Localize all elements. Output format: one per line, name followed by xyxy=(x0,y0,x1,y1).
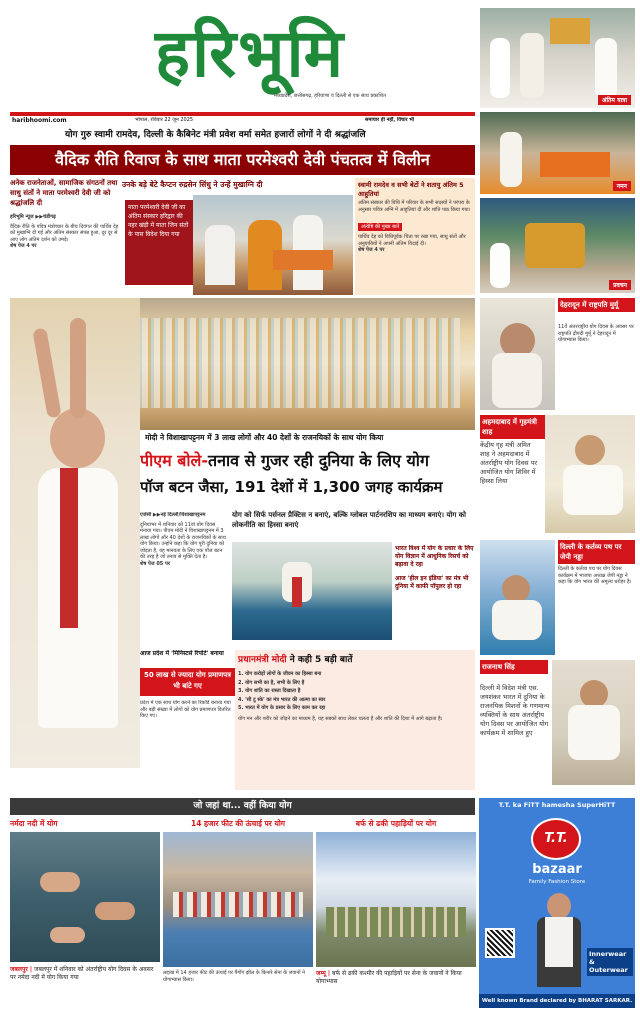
bottom-col-1-caption-text: जबलपुर में शनिवार को अंतर्राष्ट्रीय योग दिवस के अवसर पर नर्मदा नदी में योग किया गया xyxy=(10,966,154,981)
side-note-2: आज 'हील इन इंडिया' का मंत्र भी दुनिया में काफी पॉपुलर हो रहा xyxy=(395,575,469,590)
right-item-3-body: दिल्ली के कर्तव्य पथ पर योग दिवस कार्यक्रम में भाजपा अध्यक्ष जेपी नड्डा ने कहा कि योग भारत की अमूल्य धरोहर है। xyxy=(558,566,632,585)
main-body-cont[interactable]: शेष पेज 05 पर xyxy=(140,560,170,567)
five-points-title-red: प्रधानमंत्री मोदी xyxy=(238,655,287,665)
bottom-col-2-caption: लद्दाख में 14 हजार फीट की ऊंचाई पर पैंगोंग झील के किनारे सेना के जवानों ने योगाभ्यास किया। xyxy=(163,970,305,983)
right-box-title: स्वामी रामदेव व सभी बेटों ने शतायु अंतिम 5 आहुतियां xyxy=(358,181,464,198)
right-item-4 xyxy=(480,660,635,788)
advert-footer: Well known Brand declared by BHARAT SARKAR. xyxy=(479,994,635,1008)
side-photo-naman xyxy=(480,112,635,194)
mini-head-text: आज प्रदेश में 'मिनिस्टर्स रिपोर्ट' बनाया xyxy=(140,650,224,657)
side-photo-label-1: अंतिम यात्रा xyxy=(598,95,631,105)
nadda-photo xyxy=(480,540,555,655)
masthead xyxy=(0,0,475,110)
advert-box[interactable] xyxy=(479,798,635,1008)
top-story-kicker xyxy=(10,127,475,145)
main-headline-line2: पॉज बटन जैसा, 191 देशों में 1,300 जगह कार्यक्रम xyxy=(140,478,443,496)
bottom-col-1-caption-bold: जबलपुर | xyxy=(10,966,33,973)
advert-logo xyxy=(531,818,581,860)
bottom-col-3 xyxy=(316,818,476,1008)
main-body: दुनियाभर में शनिवार को 11वां योग दिवस मनाया गया। पीएम मोदी ने विशाखापट्टनम में 3 लाख लोगों और 40 देशों के राजनयिकों के साथ योग किया। उन्होंने कहा कि योग पूरी दुनिया को जोड़ता है, यह मानवता के लिए एक पॉज बटन की तरह है जो तनाव से मुक्ति देता है। xyxy=(140,521,226,560)
snow-hills-photo xyxy=(316,832,476,967)
top-sub-caption xyxy=(122,178,352,194)
right-item-3-head: दिल्ली के कर्तव्य पथ पर जेपी नड्डा xyxy=(558,540,635,564)
narmada-photo xyxy=(10,832,160,962)
advert-qr xyxy=(485,928,515,958)
right-item-2 xyxy=(480,415,635,535)
main-body-col xyxy=(140,512,228,642)
funeral-photo xyxy=(193,195,353,295)
right-item-1 xyxy=(480,298,635,410)
five-point-item: 2. योग सभी का है, सभी के लिए है xyxy=(238,679,305,686)
advert-store-sub: Family Fashion Store xyxy=(528,879,586,885)
record-body-text: प्रदेश में एक साथ योग करने का रिकॉर्ड बनाया गया और बड़ी संख्या में लोगों को योग प्रमाणपत्र वितरित किए गए। xyxy=(140,700,231,719)
right-item-4-head: राजनाथ सिंह xyxy=(480,660,548,674)
murmu-photo xyxy=(480,298,555,410)
main-headline xyxy=(140,448,480,506)
advert-product: Innerwear xyxy=(589,950,627,958)
top-story-headline xyxy=(10,145,475,175)
main-kicker xyxy=(145,432,475,446)
side-photo-label-2: नमन xyxy=(613,181,631,191)
bottom-col-1 xyxy=(10,818,160,1008)
bottom-col-3-head: बर्फ से ढकी पहाड़ियों पर योग xyxy=(355,819,437,828)
five-points-title-rest: ने कही 5 बड़ी बातें xyxy=(286,655,353,665)
bottom-col-2-head: 14 हजार फीट की ऊंचाई पर योग xyxy=(191,819,285,828)
world-record-body xyxy=(140,700,235,790)
bottom-col-1-caption xyxy=(10,966,160,982)
right-box-tag: अंत्येष्टि की मुख्य बातें xyxy=(358,223,402,231)
masthead-dateline: भोपाल, रविवार 22 जून 2025 xyxy=(135,117,194,123)
sub-caption-text: उनके बड़े बेटे कैप्टन रुद्रसेन सिंधु ने उन्हें मुखाग्नि दी xyxy=(122,180,263,189)
five-points-list xyxy=(238,671,472,712)
five-point-item: 1. योग करोड़ों लोगों के जीवन का हिस्सा बना xyxy=(238,671,322,677)
top-story-left xyxy=(10,178,122,293)
right-item-4-body: दिल्ली में विदेश मंत्री एस. जयशंकर भारत में दुनिया के राजनयिक मिशनों के गणमान्य व्यक्तियों के साथ अंतर्राष्ट्रीय योग दिवस पर आयोजित योग कार्यक्रम में शामिल हुए xyxy=(480,684,550,737)
five-points-body: योग मन और शरीर को जोड़ने का माध्यम है, यह सबको साथ लेकर चलता है और शांति की दिशा में आगे बढ़ाता है। xyxy=(238,715,443,722)
advert-brand: T.T. xyxy=(544,831,568,846)
side-photo-label-3: प्रवचन xyxy=(609,280,631,290)
main-quote xyxy=(232,510,477,540)
right-item-3 xyxy=(480,540,635,655)
bottom-banner xyxy=(10,798,475,815)
right-item-2-body: केंद्रीय गृह मंत्री अमित शाह ने अहमदाबाद में अंतर्राष्ट्रीय योग दिवस पर आयोजित योग शिविर में हिस्सा लिया xyxy=(480,441,538,485)
five-point-item: 5. भारत में योग के प्रसार के लिए काम कर रहा xyxy=(238,705,326,711)
world-record-text: 50 लाख से ज्यादा योग प्रमाणपत्र भी बांटे गए xyxy=(143,671,232,690)
left-cont[interactable]: शेष पेज 4 पर xyxy=(10,243,37,249)
five-points-box xyxy=(235,650,475,790)
advert-model xyxy=(529,893,589,988)
side-photo-pravachan xyxy=(480,198,635,293)
right-box-body: अंतिम संस्कार की विधि में परिवार के सभी सदस्यों ने परंपरा के अनुसार पवित्र अग्नि में आहुतियां दीं और शांति पाठ किया गया। xyxy=(358,200,471,213)
advert-product-join: & xyxy=(589,958,595,966)
right-item-2-head: अहमदाबाद में गृहमंत्री शाह xyxy=(480,415,545,439)
modi-mat-photo xyxy=(232,542,392,640)
advert-store: bazaar xyxy=(532,862,582,877)
main-byline: एजेंसी ▶▶नई दिल्ली/विशाखापट्टनम xyxy=(140,512,206,518)
advert-product-2: Outerwear xyxy=(589,966,628,974)
shah-photo xyxy=(545,415,635,533)
main-headline-rest: तनाव से गुजर रही दुनिया के लिए योग xyxy=(208,451,429,470)
bottom-col-1-head: नर्मदा नदी में योग xyxy=(10,819,58,828)
world-record-box xyxy=(140,668,235,696)
top-right-box xyxy=(355,178,475,295)
masthead-logo: हरिभूमि xyxy=(155,15,346,92)
main-quote-text: योग को सिर्फ पर्सनल प्रैक्टिस न बनाएं, बल्कि ग्लोबल पार्टनरशिप का माध्यम बनाएं। योग को लोकनीति का हिस्सा बनाएं xyxy=(232,511,466,529)
masthead-tagline: मध्यप्रदेश, छत्तीसगढ़, हरियाणा व दिल्ली से एक साथ प्रकाशित xyxy=(274,93,386,99)
five-point-item: 3. योग शांति का रास्ता दिखाता है xyxy=(238,688,301,694)
main-mini-head xyxy=(140,650,235,666)
bottom-col-2 xyxy=(163,818,313,1008)
left-byline: हरिभूमि न्यूज ▶▶चंडीगढ़ xyxy=(10,214,56,220)
five-point-item: 4. 'सी टू स्के' का मंत्र भारत की आत्मा का स्वर xyxy=(238,696,326,703)
masthead-rule xyxy=(10,112,475,116)
advert-product-block xyxy=(587,948,633,976)
left-body: वैदिक रीति के पवित्र मंत्रोच्चार के बीच दिवंगत की पार्थिव देह को मुखाग्नि दी गई और अंतिम संस्कार संपन्न हुआ, दूर दूर से आए लोग अंतिम दर्शन को उमड़े। xyxy=(10,223,119,243)
masthead-slogan: समाचार ही नहीं, विचार भी xyxy=(365,117,415,123)
top-story-kicker-text: योग गुरु स्वामी रामदेव, दिल्ली के कैबिनेट मंत्री प्रवेश वर्मा समेत हजारों लोगों ने दी श्रद्धांजलि xyxy=(65,130,366,140)
side-note-1: भारत विश्व में योग के प्रचार के लिए योग विज्ञान में आधुनिक रिसर्च को बढ़ावा दे रहा xyxy=(395,545,474,568)
main-headline-line1 xyxy=(140,448,480,474)
masthead-website[interactable]: haribhoomi.com xyxy=(12,117,67,124)
photo-caption: माता परमेश्वरी देवी जी का अंतिम संस्कार हरिद्वार की नहर खंड़ी में माता जिन संतों के पास विदेश दिया गया xyxy=(128,204,189,238)
main-headline-red: पीएम बोले- xyxy=(140,451,208,470)
rajnath-photo xyxy=(552,660,635,785)
left-intro: अनेक राजनेताओं, सामाजिक संगठनों तथा साधु संतों ने माता परमेश्वरी देवी जी को श्रद्धांजलि दी xyxy=(10,179,118,207)
bottom-col-3-caption-text: बर्फ से ढकी कश्मीर की पहाड़ियों पर सेना के जवानों ने किया योगाभ्यास xyxy=(316,970,462,985)
right-item-1-body: 11वें अंतरराष्ट्रीय योग दिवस के अवसर पर राष्ट्रपति द्रौपदी मुर्मू ने देहरादून में योगाभ्यास किया। xyxy=(558,324,634,343)
right-box-cont[interactable]: शेष पेज 4 पर xyxy=(358,247,385,253)
right-item-1-head: देहरादून में राष्ट्रपति मुर्मू xyxy=(558,298,635,312)
main-side-notes xyxy=(395,545,475,645)
advert-top-line: T.T. ka FiTT hamesha SuperHiTT xyxy=(498,801,616,809)
side-photo-antim-yatra xyxy=(480,8,635,108)
ladakh-photo xyxy=(163,832,313,967)
right-box-body2: पार्थिव देह को विधिपूर्वक चिता पर रखा गया, साधु संतों और अनुयायियों ने अपनी अंतिम विदाई दी। xyxy=(358,234,466,247)
top-photo-caption-box xyxy=(125,200,193,285)
main-kicker-text: मोदी ने विशाखापट्टनम में 3 लाख लोगों और 40 देशों के राजनयिकों के साथ योग किया xyxy=(145,433,384,442)
top-story-headline-text: वैदिक रीति रिवाज के साथ माता परमेश्वरी देवी पंचतत्व में विलीन xyxy=(55,150,430,169)
modi-yoga-photo xyxy=(10,298,140,768)
five-points-title xyxy=(238,653,472,667)
bottom-col-3-caption xyxy=(316,970,476,986)
bottom-banner-text: जो जहां था... वहीं किया योग xyxy=(193,801,292,811)
bottom-col-3-caption-bold: जम्मू | xyxy=(316,970,331,977)
